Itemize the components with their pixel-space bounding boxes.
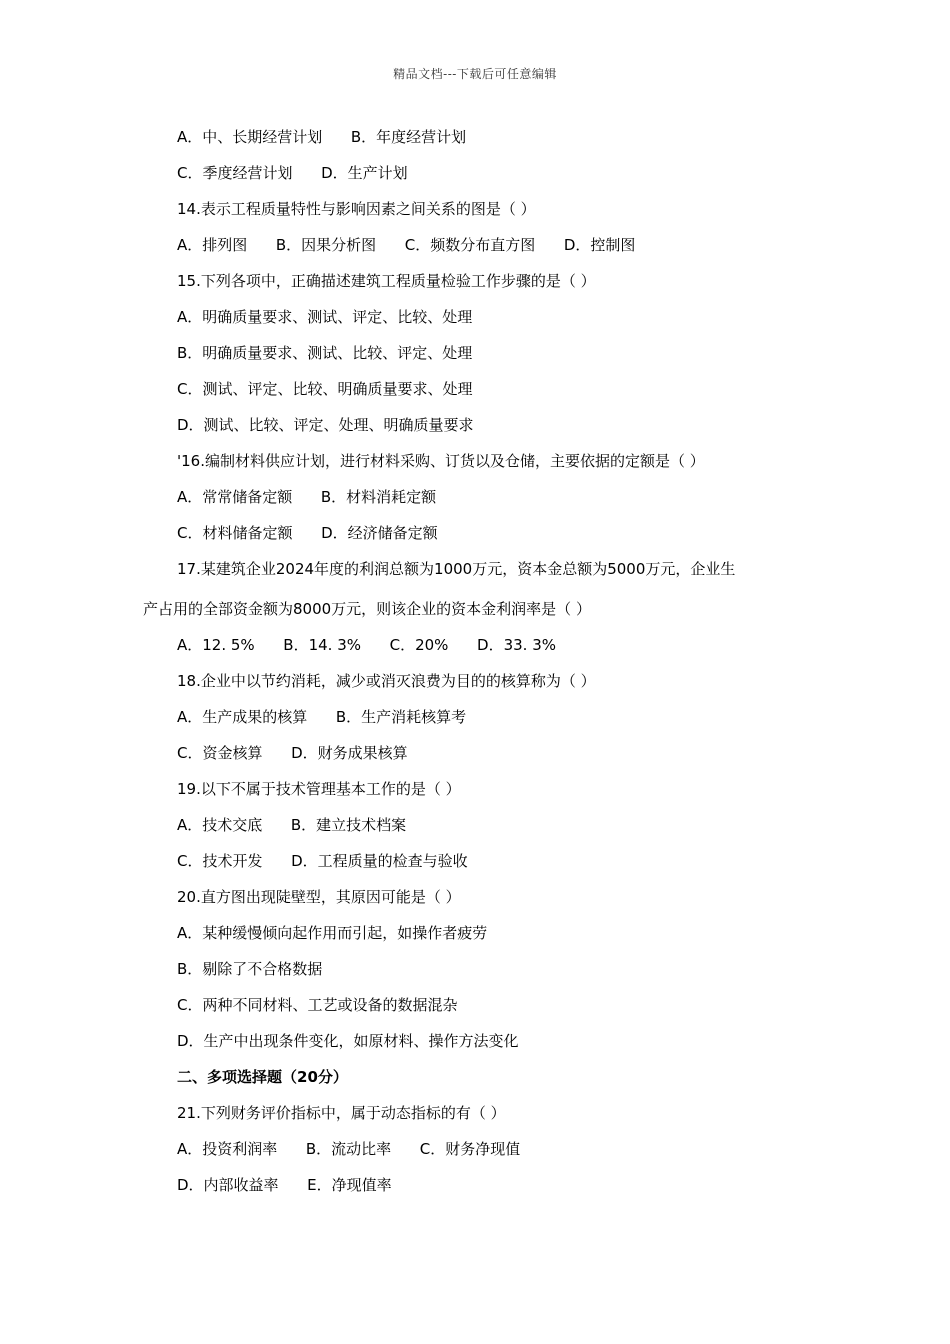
question-21: 21.下列财务评价指标中，属于动态指标的有（ ） bbox=[177, 1104, 506, 1122]
question-15: 15.下列各项中，正确描述建筑工程质量检验工作步骤的是（ ） bbox=[177, 272, 596, 290]
question-16: '16.编制材料供应计划，进行材料采购、订货以及仓储，主要依据的定额是（ ） bbox=[177, 452, 705, 470]
page-header: 精品文档---下载后可任意编辑 bbox=[393, 67, 557, 81]
option-line: A．12. 5% B．14. 3% C．20% D．33. 3% bbox=[177, 636, 556, 654]
option-line: C．两种不同材料、工艺或设备的数据混杂 bbox=[177, 996, 458, 1014]
option-line: A．常常储备定额 B．材料消耗定额 bbox=[177, 488, 437, 506]
option-line: A．排列图 B．因果分析图 C．频数分布直方图 D．控制图 bbox=[177, 236, 636, 254]
option-line: A．生产成果的核算 B．生产消耗核算考 bbox=[177, 708, 467, 726]
section-heading: 二、多项选择题（20分） bbox=[177, 1068, 348, 1086]
option-line: A．中、长期经营计划 B．年度经营计划 bbox=[177, 128, 467, 146]
question-17-continued: 产占用的全部资金额为8000万元，则该企业的资本金利润率是（ ） bbox=[143, 600, 591, 618]
option-line: D．生产中出现条件变化，如原材料、操作方法变化 bbox=[177, 1032, 519, 1050]
question-20: 20.直方图出现陡壁型，其原因可能是（ ） bbox=[177, 888, 461, 906]
option-line: D．内部收益率 E．净现值率 bbox=[177, 1176, 392, 1194]
option-line: A．技术交底 B．建立技术档案 bbox=[177, 816, 407, 834]
option-line: B．明确质量要求、测试、比较、评定、处理 bbox=[177, 344, 473, 362]
question-14: 14.表示工程质量特性与影响因素之间关系的图是（ ） bbox=[177, 200, 536, 218]
option-line: A．投资利润率 B．流动比率 C．财务净现值 bbox=[177, 1140, 521, 1158]
option-line: C．季度经营计划 D．生产计划 bbox=[177, 164, 408, 182]
option-line: A．某种缓慢倾向起作用而引起，如操作者疲劳 bbox=[177, 924, 488, 942]
option-line: C．技术开发 D．工程质量的检查与验收 bbox=[177, 852, 468, 870]
option-line: A．明确质量要求、测试、评定、比较、处理 bbox=[177, 308, 473, 326]
option-line: C．材料储备定额 D．经济储备定额 bbox=[177, 524, 438, 542]
question-17: 17.某建筑企业2024年度的利润总额为1000万元，资本金总额为5000万元，企业生 bbox=[177, 560, 736, 578]
option-line: B．剔除了不合格数据 bbox=[177, 960, 323, 978]
question-19: 19.以下不属于技术管理基本工作的是（ ） bbox=[177, 780, 461, 798]
option-line: C．测试、评定、比较、明确质量要求、处理 bbox=[177, 380, 473, 398]
option-line: C．资金核算 D．财务成果核算 bbox=[177, 744, 408, 762]
option-line: D．测试、比较、评定、处理、明确质量要求 bbox=[177, 416, 474, 434]
question-18: 18.企业中以节约消耗，减少或消灭浪费为目的的核算称为（ ） bbox=[177, 672, 596, 690]
